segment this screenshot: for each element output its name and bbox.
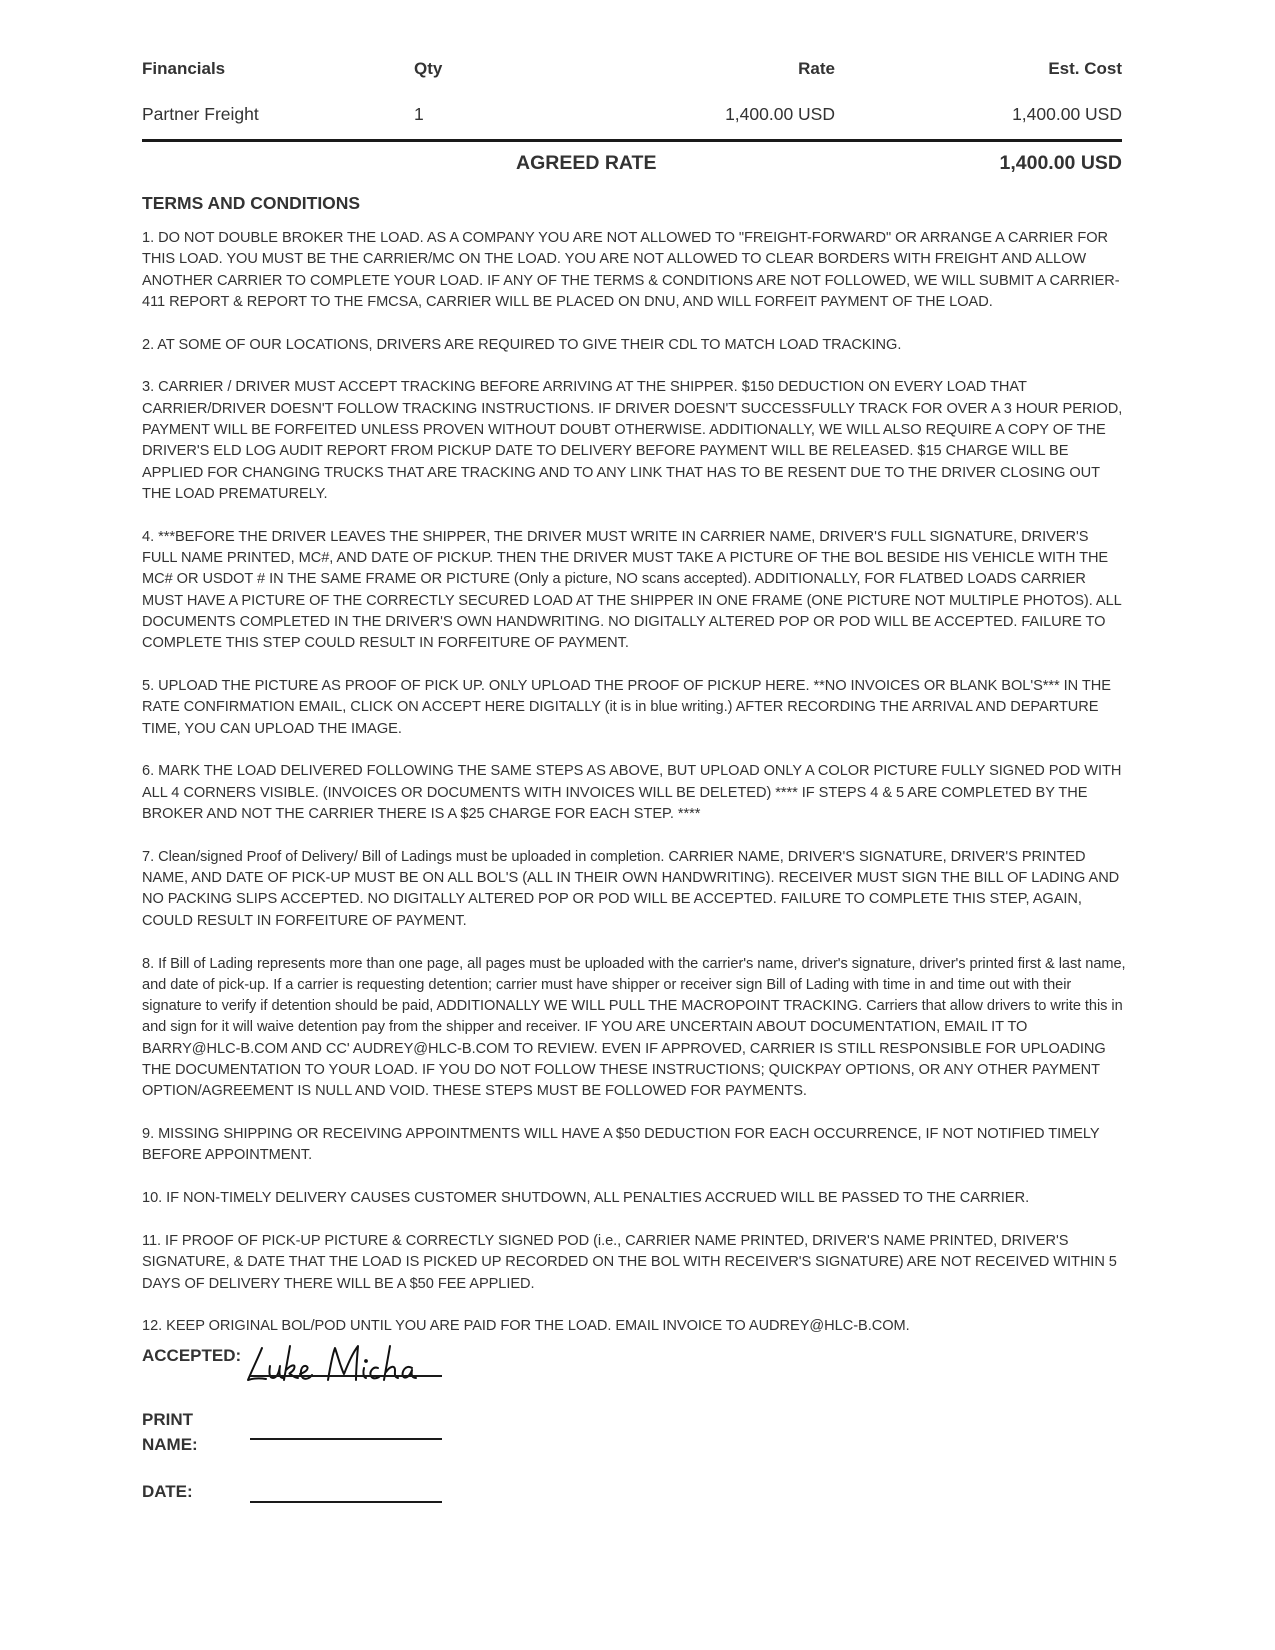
- term-item: 12. KEEP ORIGINAL BOL/POD UNTIL YOU ARE PAID FOR THE LOAD. EMAIL INVOICE TO AUDREY@HLC-B.COM.: [142, 1318, 910, 1335]
- term-item: 3. CARRIER / DRIVER MUST ACCEPT TRACKING BEFORE ARRIVING AT THE SHIPPER. $150 DEDUCTION ON EVERY LOAD THAT CARRIER/DRIVER DOESN'T FOLLOW TRACKING INSTRUCTIONS. IF DRIVER DOESN'T SUCCESSFULLY TRACK FOR OVER A 3 HOUR PERIOD, PAYMENT WILL BE FORFEITED UNLESS PROVEN WITHOUT DOUBT OTHERWISE. ADDITIONALLY, WE WILL ALSO REQUIRE A COPY OF THE DRIVER'S ELD LOG AUDIT REPORT FROM PICKUP DATE TO DELIVERY BEFORE PAYMENT WILL BE RELEASED. $15 CHARGE WILL BE APPLIED FOR CHANGING TRUCKS THAT ARE TRACKING AND TO ANY LINK THAT HAS TO BE RESENT DUE TO THE DRIVER CLOSING OUT THE LOAD PREMATURELY.: [142, 379, 1123, 502]
- term-item: 5. UPLOAD THE PICTURE AS PROOF OF PICK UP. ONLY UPLOAD THE PROOF OF PICKUP HERE. **NO INVOICES OR BLANK BOL'S*** IN THE RATE CONFIRMATION EMAIL, CLICK ON ACCEPT HERE DIGITALLY (it is in blue writing.) AFTER RECORDING THE ARRIVAL AND DEPARTURE TIME, YOU CAN UPLOAD THE IMAGE.: [142, 678, 1111, 737]
- print-name-line: [250, 1438, 442, 1440]
- financials-header-row: [142, 59, 1122, 85]
- term-item: 4. ***BEFORE THE DRIVER LEAVES THE SHIPPER, THE DRIVER MUST WRITE IN CARRIER NAME, DRIVER'S FULL SIGNATURE, DRIVER'S FULL NAME PRINTED, MC#, AND DATE OF PICKUP. THEN THE DRIVER MUST TAKE A PICTURE OF THE BOL BESIDE HIS VEHICLE WITH THE MC# OR USDOT # IN THE SAME FRAME OR PICTURE (Only a picture, NO scans accepted). ADDITIONALLY, FOR FLATBED LOADS CARRIER MUST HAVE A PICTURE OF THE CORRECTLY SECURED LOAD AT THE SHIPPER IN ONE FRAME (ONE PICTURE NOT MULTIPLE PHOTOS). ALL DOCUMENTS COMPLETED IN THE DRIVER'S OWN HANDWRITING. NO DIGITALLY ALTERED POP OR POD WILL BE ACCEPTED. FAILURE TO COMPLETE THIS STEP COULD RESULT IN FORFEITURE OF PAYMENT.: [142, 528, 1122, 652]
- est-cost-column-header: Est. Cost: [1048, 59, 1122, 78]
- terms-list: [142, 228, 1127, 1359]
- rate-column-header: Rate: [798, 59, 835, 78]
- date-label: DATE:: [142, 1482, 193, 1501]
- line-item-rate: 1,400.00 USD: [725, 104, 835, 124]
- line-item-est-cost: 1,400.00 USD: [1012, 104, 1122, 124]
- print-name-label-line-2: NAME:: [142, 1435, 198, 1454]
- line-item-qty: 1: [414, 104, 424, 124]
- line-item-description: Partner Freight: [142, 104, 259, 124]
- agreed-rate-row: [142, 152, 1122, 178]
- signature-image: [240, 1340, 430, 1390]
- date-line: [250, 1501, 442, 1503]
- term-item: 2. AT SOME OF OUR LOCATIONS, DRIVERS ARE REQUIRED TO GIVE THEIR CDL TO MATCH LOAD TRACKING.: [142, 336, 902, 353]
- accepted-signature-line: [250, 1375, 442, 1377]
- term-item: 9. MISSING SHIPPING OR RECEIVING APPOINTMENTS WILL HAVE A $50 DEDUCTION FOR EACH OCCURRENCE, IF NOT NOTIFIED TIMELY BEFORE APPOINTMENT.: [142, 1126, 1100, 1164]
- agreed-rate-label: AGREED RATE: [516, 152, 657, 174]
- total-divider: [142, 139, 1122, 142]
- term-item: 7. Clean/signed Proof of Delivery/ Bill of Ladings must be uploaded in completion. CARRIER NAME, DRIVER'S SIGNATURE, DRIVER'S PRINTED NAME, AND DATE OF PICK-UP MUST BE ON ALL BOL'S (ALL IN THEIR OWN HANDWRITING). RECEIVER MUST SIGN THE BILL OF LADING AND NO PACKING SLIPS ACCEPTED. NO DIGITALLY ALTERED POP OR POD WILL BE ACCEPTED. FAILURE TO COMPLETE THIS STEP, AGAIN, COULD RESULT IN FORFEITURE OF PAYMENT.: [142, 848, 1120, 929]
- table-row: [142, 104, 1122, 130]
- term-item: 10. IF NON-TIMELY DELIVERY CAUSES CUSTOMER SHUTDOWN, ALL PENALTIES ACCRUED WILL BE PASSED TO THE CARRIER.: [142, 1190, 1030, 1207]
- term-item: 6. MARK THE LOAD DELIVERED FOLLOWING THE SAME STEPS AS ABOVE, BUT UPLOAD ONLY A COLOR PICTURE FULLY SIGNED POD WITH ALL 4 CORNERS VISIBLE. (INVOICES OR DOCUMENTS WITH INVOICES WILL BE DELETED) **** IF STEPS 4 & 5 ARE COMPLETED BY THE BROKER AND NOT THE CARRIER THERE IS A $25 CHARGE FOR EACH STEP. ****: [142, 763, 1122, 823]
- term-item: 1. DO NOT DOUBLE BROKER THE LOAD. AS A COMPANY YOU ARE NOT ALLOWED TO "FREIGHT-FORWARD" OR ARRANGE A CARRIER FOR THIS LOAD. YOU MUST BE THE CARRIER/MC ON THE LOAD. YOU ARE NOT ALLOWED TO CLEAR BORDERS WITH FREIGHT AND ALLOW ANOTHER CARRIER TO COMPLETE YOUR LOAD. IF ANY OF THE TERMS & CONDITIONS ARE NOT FOLLOWED, WE WILL SUBMIT A CARRIER-411 REPORT & REPORT TO THE FMCSA, CARRIER WILL BE PLACED ON DNU, AND WILL FORFEIT PAYMENT OF THE LOAD.: [142, 230, 1120, 310]
- qty-column-header: Qty: [414, 59, 443, 78]
- term-item: 8. If Bill of Lading represents more than one page, all pages must be uploaded with the carrier's name, driver's signature, driver's printed first & last name, and date of pick-up. If a carrier is requesting detention; carrier must have shipper or receiver sign Bill of Lading with time in and time out with their signature to verify if detention should be paid, ADDITIONALLY WE WILL PULL THE MACROPOINT TRACKING. Carriers that allow drivers to write this in and sign for it will waive detention pay from the shipper and receiver. IF YOU ARE UNCERTAIN ABOUT DOCUMENTATION, EMAIL IT TO BARRY@HLC-B.COM AND CC' AUDREY@HLC-B.COM TO REVIEW. EVEN IF APPROVED, CARRIER IS STILL RESPONSIBLE FOR UPLOADING THE DOCUMENTATION TO YOUR LOAD. IF YOU DO NOT FOLLOW THESE INSTRUCTIONS; QUICKPAY OPTIONS, OR ANY OTHER PAYMENT OPTION/AGREEMENT IS NULL AND VOID. THESE STEPS MUST BE FOLLOWED FOR PAYMENTS.: [142, 955, 1126, 1100]
- agreed-rate-value: 1,400.00 USD: [999, 152, 1122, 174]
- accepted-label: ACCEPTED:: [142, 1346, 242, 1365]
- terms-heading: TERMS AND CONDITIONS: [142, 193, 361, 213]
- print-name-label-line-1: PRINT: [142, 1410, 193, 1429]
- financials-column-header: Financials: [142, 59, 226, 78]
- print-name-label: [142, 1407, 198, 1457]
- term-item: 11. IF PROOF OF PICK-UP PICTURE & CORRECTLY SIGNED POD (i.e., CARRIER NAME PRINTED, DRIVER'S NAME PRINTED, DRIVER'S SIGNATURE, & DATE THAT THE LOAD IS PICKED UP RECORDED ON THE BOL WITH RECEIVER'S SIGNATURE) ARE NOT RECEIVED WITHIN 5 DAYS OF DELIVERY THERE WILL BE A $50 FEE APPLIED.: [142, 1232, 1117, 1292]
